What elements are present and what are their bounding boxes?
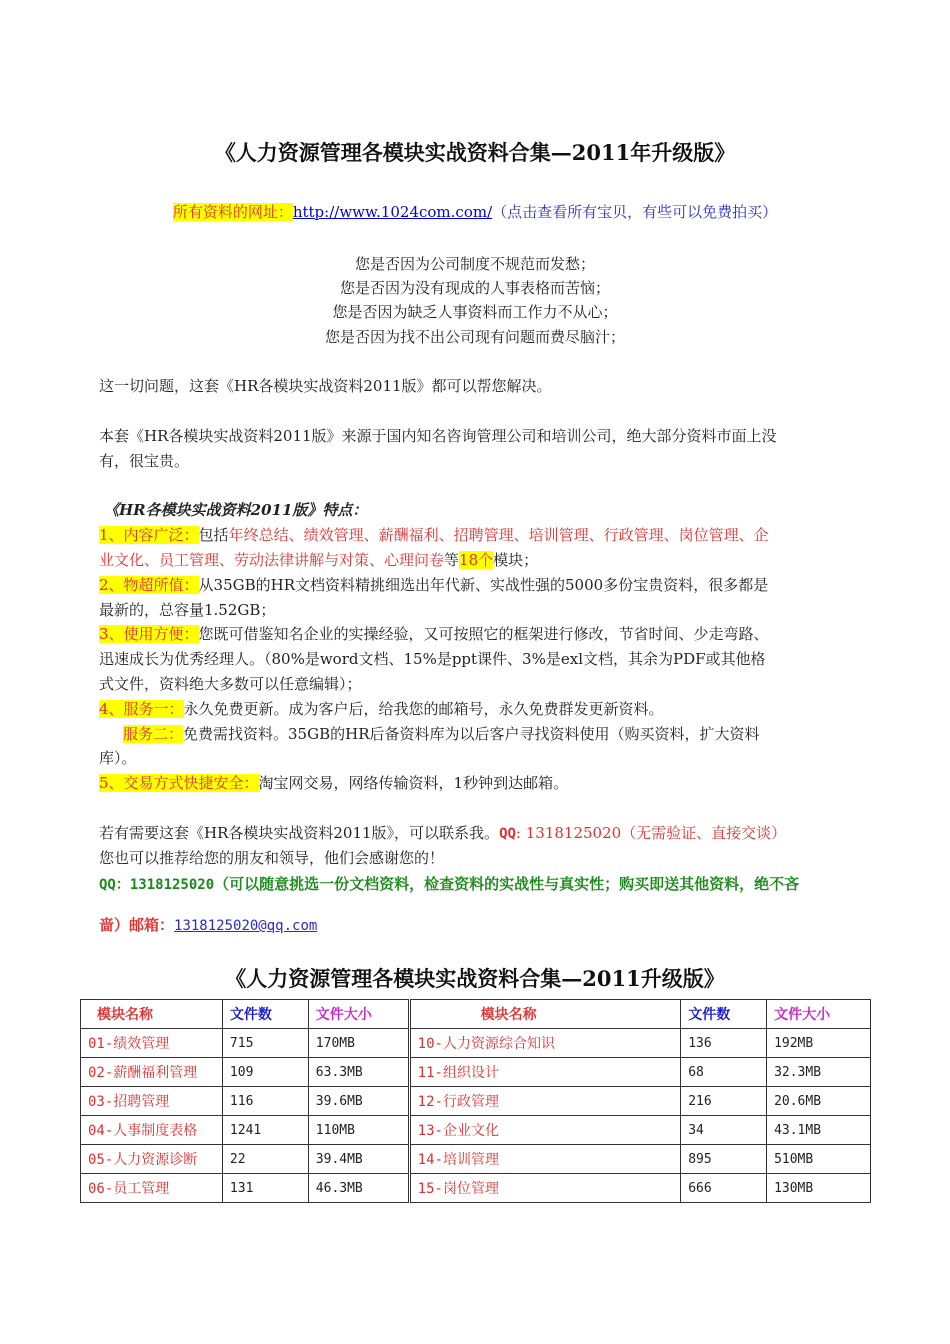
url-note: （点击查看所有宝贝，有些可以免费拍买） (492, 203, 778, 221)
module-name: 12-行政管理 (409, 1087, 681, 1116)
document-title: 《人力资源管理各模块实战资料合集—2011年升级版》 (214, 140, 736, 165)
file-size: 170MB (308, 1029, 409, 1058)
header-file-size-2: 文件大小 (767, 1000, 871, 1029)
email-link[interactable]: 1318125020@qq.com (174, 918, 318, 934)
file-count: 68 (681, 1058, 767, 1087)
file-count: 131 (222, 1174, 308, 1203)
feature-1-list-2: 业文化、员工管理、劳动法律讲解与对策、心理问卷 (99, 551, 445, 569)
feature-2-label: 2、物超所值： (99, 576, 199, 594)
feature-1-line-2 (99, 548, 538, 573)
feature-1-label: 1、内容广泛： (99, 526, 199, 544)
file-count: 216 (681, 1087, 767, 1116)
contact-pre: 若有需要这套《HR各模块实战资料2011版》，可以联系我。 (99, 824, 500, 842)
module-name: 05-人力资源诊断 (81, 1145, 223, 1174)
feature-5-label: 5、交易方式快捷安全： (99, 774, 259, 792)
module-name: 15-岗位管理 (409, 1174, 681, 1203)
header-file-count-2: 文件数 (681, 1000, 767, 1029)
feature-5-text: 淘宝网交易，网络传输资料，1秒钟到达邮箱。 (258, 774, 569, 792)
contact-line-2: 您也可以推荐给您的朋友和领导，他们会感谢您的！ (99, 849, 445, 867)
file-count: 666 (681, 1174, 767, 1203)
contact-line-1 (99, 821, 786, 847)
header-module-name: 模块名称 (81, 1000, 223, 1029)
feature-1-count: 18个 (459, 551, 494, 569)
feature-3-line-3: 式文件，资料绝大多数可以任意编辑）； (99, 675, 362, 693)
qq-label: QQ (499, 826, 516, 842)
header-file-count: 文件数 (222, 1000, 308, 1029)
question-1: 您是否因为公司制度不规范而发愁； (354, 255, 595, 273)
file-size: 63.3MB (308, 1058, 409, 1087)
file-count: 1241 (222, 1116, 308, 1145)
question-2: 您是否因为没有现成的人事表格而苦恼； (339, 279, 610, 297)
module-name: 04-人事制度表格 (81, 1116, 223, 1145)
modules-table (80, 999, 871, 1203)
feature-4-line-3: 库）。 (99, 749, 137, 767)
features-title: 《HR各模块实战资料2011版》特点： (104, 501, 368, 519)
table-row (81, 1058, 871, 1087)
file-size: 32.3MB (767, 1058, 871, 1087)
feature-4-line-2 (99, 722, 760, 747)
table-row (81, 1174, 871, 1203)
file-count: 22 (222, 1145, 308, 1174)
feature-1-line-1 (99, 523, 769, 548)
intro-line-1: 本套《HR各模块实战资料2011版》来源于国内知名咨询管理公司和培训公司，绝大部分资料市面上没 (99, 427, 777, 445)
feature-4-text-2a: 免费需找资料。35GB的HR后备资料库为以后客户寻找资料使用（购买资料，扩大资料 (183, 725, 760, 743)
feature-4-text: 永久免费更新。成为客户后，给我您的邮箱号，永久免费群发更新资料。 (183, 700, 664, 718)
table-row (81, 1029, 871, 1058)
file-size: 192MB (767, 1029, 871, 1058)
file-count: 109 (222, 1058, 308, 1087)
file-count: 116 (222, 1087, 308, 1116)
contact-offer: （可以随意挑选一份文档资料，检查资料的实战性与真实性；购买即送其他资料，绝不吝 (214, 875, 800, 893)
file-size: 130MB (767, 1174, 871, 1203)
feature-2-line-1 (99, 573, 768, 598)
file-size: 110MB (308, 1116, 409, 1145)
feature-4-label-2: 服务二： (123, 725, 184, 743)
feature-3-text-1: 您既可借鉴知名企业的实操经验，又可按照它的框架进行修改，节省时间、少走弯路、 (198, 625, 769, 643)
module-name: 03-招聘管理 (81, 1087, 223, 1116)
contact-line-4 (99, 913, 317, 939)
module-name: 06-员工管理 (81, 1174, 223, 1203)
table-row (81, 1116, 871, 1145)
module-name: 02-薪酬福利管理 (81, 1058, 223, 1087)
feature-2-line-2: 最新的，总容量1.52GB； (99, 601, 276, 619)
site-link[interactable]: http://www.1024com.com/ (292, 203, 493, 221)
module-name: 13-企业文化 (409, 1116, 681, 1145)
table-row (81, 1145, 871, 1174)
question-4: 您是否因为找不出公司现有问题而费尽脑汁； (324, 328, 625, 346)
qq-value: : 1318125020（无需验证、直接交谈） (515, 824, 787, 842)
solve-line: 这一切问题，这套《HR各模块实战资料2011版》都可以帮您解决。 (99, 377, 552, 395)
feature-2-text-1: 从35GB的HR文档资料精挑细选出年代新、实战性强的5000多份宝贵资料，很多都是 (198, 576, 769, 594)
file-count: 715 (222, 1029, 308, 1058)
contact-qq: QQ：1318125020 (99, 877, 215, 893)
feature-1-mid: 等 (444, 551, 460, 569)
contact-line-3 (99, 872, 799, 898)
file-count: 136 (681, 1029, 767, 1058)
header-file-size: 文件大小 (308, 1000, 409, 1029)
url-line (0, 200, 950, 225)
table-row (81, 1087, 871, 1116)
feature-4-line-1 (99, 697, 664, 722)
feature-3-line-2: 迅速成长为优秀经理人。（80%是word文档、15%是ppt课件、3%是exl文档，其余为PDF或其他格 (99, 650, 766, 668)
question-3: 您是否因为缺乏人事资料而工作力不从心； (332, 303, 618, 321)
file-size: 510MB (767, 1145, 871, 1174)
file-count: 34 (681, 1116, 767, 1145)
file-count: 895 (681, 1145, 767, 1174)
file-size: 43.1MB (767, 1116, 871, 1145)
file-size: 46.3MB (308, 1174, 409, 1203)
intro-line-2: 有，很宝贵。 (99, 452, 190, 470)
module-name: 10-人力资源综合知识 (409, 1029, 681, 1058)
feature-1-pre: 包括 (198, 526, 229, 544)
feature-4-label: 4、服务一： (99, 700, 184, 718)
header-module-name-2: 模块名称 (409, 1000, 681, 1029)
module-name: 11-组织设计 (409, 1058, 681, 1087)
feature-5-line (99, 771, 568, 796)
module-name: 14-培训管理 (409, 1145, 681, 1174)
feature-3-label: 3、使用方便： (99, 625, 199, 643)
file-size: 39.6MB (308, 1087, 409, 1116)
module-name: 01-绩效管理 (81, 1029, 223, 1058)
url-label: 所有资料的网址： (172, 203, 293, 221)
feature-1-post: 模块； (493, 551, 539, 569)
file-size: 20.6MB (767, 1087, 871, 1116)
email-label: 啬）邮箱： (99, 916, 175, 934)
feature-3-line-1 (99, 622, 769, 647)
table-header-row (81, 1000, 871, 1029)
table-title: 《人力资源管理各模块实战资料合集—2011升级版》 (225, 966, 725, 991)
file-size: 39.4MB (308, 1145, 409, 1174)
feature-1-list-1: 年终总结、绩效管理、薪酬福利、招聘管理、培训管理、行政管理、岗位管理、企 (228, 526, 769, 544)
